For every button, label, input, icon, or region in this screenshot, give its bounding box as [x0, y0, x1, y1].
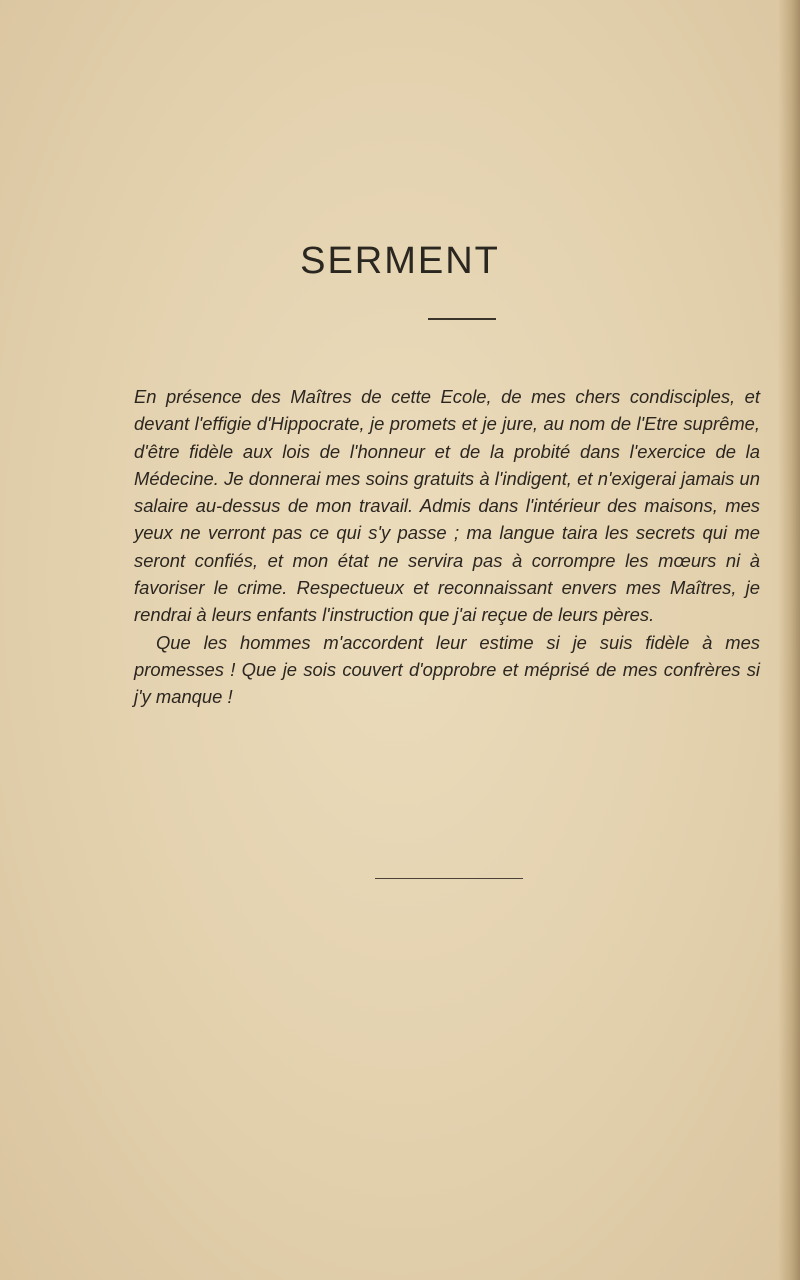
closing-divider: [375, 878, 523, 879]
oath-paragraph-2: Que les hommes m'accordent leur estime si je suis fidèle à mes promesses ! Que je sois couvert d'opprobre et méprisé de mes confrères si j'y manque !: [134, 631, 760, 708]
oath-text: [134, 383, 760, 711]
page-edge-shadow: [778, 0, 800, 1280]
page-title: SERMENT: [300, 240, 500, 282]
title-divider: [428, 318, 496, 320]
oath-paragraph-1: En présence des Maîtres de cette Ecole, de mes chers condisciples, et devant l'effigie d'Hippocrate, je promets et je jure, au nom de l'Etre suprême, d'être fidèle aux lois de l'honneur et de la probité dans l'exercice de la Médecine. Je donnerai mes soins gratuits à l'indigent, et n'exigerai jamais un salaire au-dessus de mon travail. Admis dans l'intérieur des maisons, mes yeux ne verront pas ce qui s'y passe ; ma langue taira les secrets qui me seront confiés, et mon état ne servira pas à corrompre les mœurs ni à favoriser le crime. Respectueux et reconnaissant envers mes Maîtres, je rendrai à leurs enfants l'instruction que j'ai reçue de leurs pères.: [134, 386, 760, 626]
